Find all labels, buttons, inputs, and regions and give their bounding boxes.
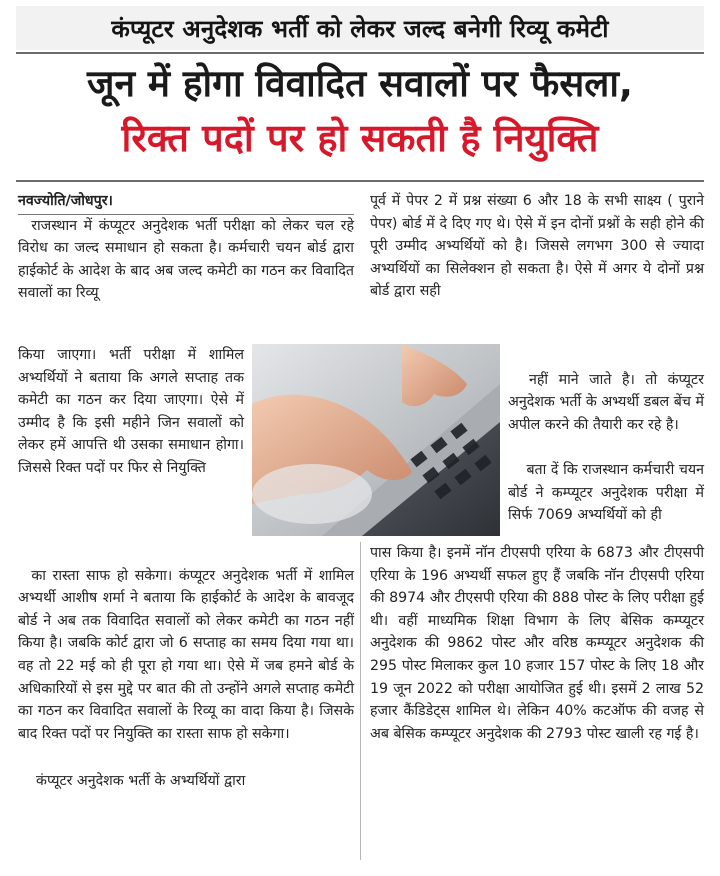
column-2-wrap-a: नहीं माने जाते है। तो कंप्यूटर अनुदेशक भर्ती के अभ्यर्थी डबल बेंच में अपील करने की तैयारी कर रहे है। [508,371,709,433]
column-1-last-line: कंप्यूटर अनुदेशक भर्ती के अभ्यर्थियों द्वारा [18,772,246,789]
column-divider [360,542,361,860]
column-1-top [18,190,359,305]
laptop-icon [252,344,500,536]
column-2-bottom-text: पास किया है। इनमें नॉन टीएसपी एरिया के 6873 और टीएसपी एरिया के 196 अभ्यर्थी सफल हुए हैं जबकि नॉन टीएसपी एरिया की 8974 और टीएसपी एरिया की 888 पोस्ट के लिए परीक्षा हुई थी। वहीं माध्यमिक शिक्षा विभाग के लिए बेसिक कम्प्यूटर अनुदेशक की 9862 पोस्ट और वरिष्ठ कम्प्यूटर अनुदेशक की 295 पोस्ट मिलाकर कुल 10 हजार 157 पोस्ट के लिए 18 और 19 जून 2022 को परीक्षा आयोजित हुई थी। इसमें 2 लाख 52 हजार कैंडिडेट्स शामिल थे। लेकिन 40% कटऑफ की वजह से अब बेसिक कम्प्यूटर अनुदेशक की 2793 पोस्ट खाली रह गई है। [370,545,704,742]
dateline: नवज्योति/जोधपुर। [18,193,113,209]
column-1-bottom [18,542,359,815]
column-1-top-text: राजस्थान में कंप्यूटर अनुदेशक भर्ती परीक्षा को लेकर चल रहे विरोध का जल्द समाधान हो सकता है। कर्मचारी चयन बोर्ड द्वारा हाईकोर्ट के आदेश के बाद अब जल्द कमेटी का गठन कर विवादित सवालों का रिव्यू [18,217,359,302]
column-2-bottom [370,542,704,745]
headline-divider [16,180,704,182]
column-1-wrap-text: किया जाएगा। भर्ती परीक्षा में शामिल अभ्यर्थियों ने बताया कि अगले सप्ताह तक कमेटी का गठन कर दिया जाएगा। ऐसे में उम्मीद है कि इसी महीने जिन सवालों को लेकर हमें आपत्ति थी उसका समाधान होगा। जिससे रिक्त पदों पर फिर से नियुक्ति [18,347,244,476]
headline-sub: रिक्त पदों पर हो सकती है नियुक्ति [121,116,599,160]
column-2-wrap [508,346,709,549]
column-2-top-text: पूर्व में पेपर 2 में प्रश्न संख्या 6 और 18 के सभी साक्ष्य ( पुराने पेपर) बोर्ड में दे दिए गए थे। ऐसे में इन दोनों प्रश्नों के सही होने की पूरी उम्मीद अभ्यर्थियों को है। जिससे लगभग 300 से ज्यादा अभ्यर्थियों का सिलेक्शन हो सकता है। ऐसे में अगर ये दोनों प्रश्न बोर्ड द्वारा सही [370,193,704,300]
laptop-typing-photo [252,344,500,536]
headline-main: जून में होगा विवादित सवालों पर फैसला, [87,62,633,105]
dateline-rule [18,214,354,215]
column-1-wrap [18,344,244,480]
column-2-wrap-b: बता दें कि राजस्थान कर्मचारी चयन बोर्ड ने कम्प्यूटर अनुदेशक परीक्षा में सिर्फ 7069 अभ्यर्थियों को ही [508,461,709,524]
column-2-top [370,190,704,303]
kicker-headline: कंप्यूटर अनुदेशक भर्ती को लेकर जल्द बनेगी रिव्यू कमेटी [16,6,704,50]
kicker-divider [16,52,704,54]
column-1-bottom-text: का रास्ता साफ हो सकेगा। कंप्यूटर अनुदेशक भर्ती में शामिल अभ्यर्थी आशीष शर्मा ने बताया कि हाईकोर्ट के आदेश के बावजूद बोर्ड ने अब तक विवादित सवालों को लेकर कमेटी का गठन नहीं किया है। जबकि कोर्ट द्वारा जो 6 सप्ताह का समय दिया गया था। वह तो 22 मई को ही पूरा हो गया था। ऐसे में जब हमने बोर्ड के अधिकारियों से इस मुद्दे पर बात की तो उन्होंने अगले सप्ताह कमेटी का गठन कर विवादित सवालों के रिव्यू का वादा किया है। जिसके बाद रिक्त पदों पर नियुक्ति का रास्ता साफ हो सकेगा। [18,567,359,742]
